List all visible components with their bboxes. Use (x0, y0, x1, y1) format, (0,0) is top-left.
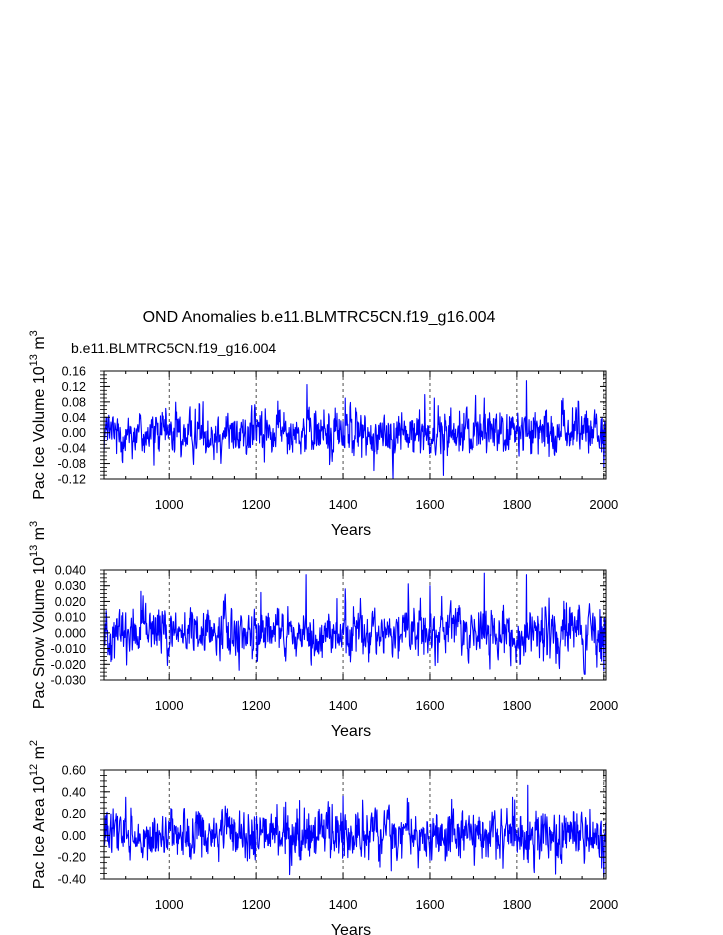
y-tick-label: 0.40 (61, 785, 86, 800)
x-tick-label: 1800 (502, 497, 532, 512)
series-line-b.e11.BLMTRC5CN.f19_g16.004 (104, 381, 606, 479)
x-tick-label: 1600 (415, 698, 445, 713)
y-tick-label: 0.000 (54, 626, 86, 641)
x-tick-label: 1600 (415, 897, 445, 912)
y-tick-label: -0.40 (57, 872, 86, 887)
y-tick-label: -0.020 (50, 657, 86, 672)
panel-3 (28, 740, 618, 935)
y-tick-label: 0.12 (61, 379, 86, 394)
y-tick-label: -0.20 (57, 850, 86, 865)
y-tick-label: -0.08 (57, 457, 86, 472)
x-tick-label: 1000 (154, 497, 184, 512)
y-tick-label: 0.00 (61, 828, 86, 843)
x-tick-label: 1200 (241, 497, 271, 512)
x-tick-label: 1000 (154, 698, 184, 713)
x-tick-label: 1600 (415, 497, 445, 512)
y-tick-label: -0.04 (57, 441, 86, 456)
x-tick-label: 1400 (328, 497, 358, 512)
x-tick-label: 1400 (328, 698, 358, 713)
y-tick-label: 0.16 (61, 364, 86, 379)
y-tick-label: -0.030 (50, 673, 86, 688)
x-axis-label: Years (330, 723, 372, 740)
x-tick-label: 1000 (154, 897, 184, 912)
x-tick-label: 1800 (502, 897, 532, 912)
y-tick-label: 0.030 (54, 579, 86, 594)
y-axis-label: Pac Ice Area $10^{12}$ $m^2$ (28, 739, 48, 890)
x-tick-label: 2000 (589, 497, 619, 512)
panel-1 (28, 330, 618, 539)
y-tick-label: -0.12 (57, 472, 86, 487)
x-axis-label: Years (330, 522, 372, 539)
y-tick-label: 0.020 (54, 594, 86, 609)
x-tick-label: 1200 (241, 698, 271, 713)
y-axis-label: Pac Ice Volume $10^{13}$ $m^3$ (28, 330, 48, 500)
series-line-b.e11.BLMTRC5CN.f19_g16.004 (104, 573, 606, 674)
y-axis-label: Pac Snow Volume $10^{13}$ $m^3$ (28, 520, 48, 710)
y-tick-label: 0.040 (54, 563, 86, 578)
y-tick-label: -0.010 (50, 642, 86, 657)
y-tick-label: 0.04 (61, 410, 86, 425)
series-line-b.e11.BLMTRC5CN.f19_g16.004 (104, 785, 606, 877)
x-tick-label: 1200 (241, 897, 271, 912)
x-tick-label: 2000 (589, 698, 619, 713)
x-tick-label: 2000 (589, 897, 619, 912)
y-tick-label: 0.20 (61, 807, 86, 822)
panel-2 (28, 521, 618, 740)
y-tick-label: 0.010 (54, 610, 86, 625)
x-axis-label: Years (330, 922, 372, 935)
x-tick-label: 1800 (502, 698, 532, 713)
series-label: b.e11.BLMTRC5CN.f19_g16.004 (71, 340, 277, 356)
y-tick-label: 0.60 (61, 763, 86, 778)
x-tick-label: 1400 (328, 897, 358, 912)
y-tick-label: 0.00 (61, 426, 86, 441)
y-tick-label: 0.08 (61, 395, 86, 410)
figure-title: OND Anomalies b.e11.BLMTRC5CN.f19_g16.004 (142, 309, 496, 326)
